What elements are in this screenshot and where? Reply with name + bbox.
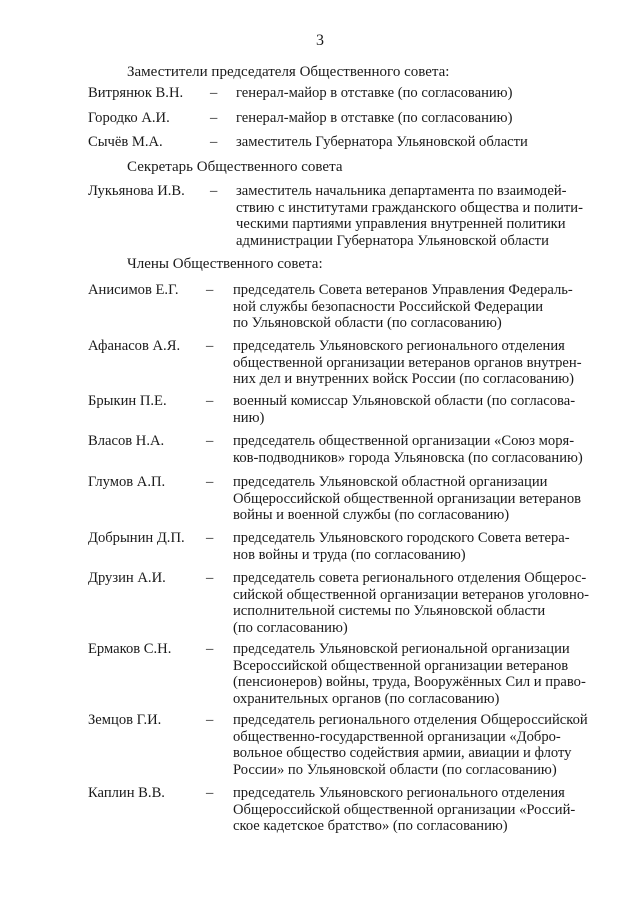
member-description: председатель Ульяновской областной организации Общероссийской общественной организации ветеранов войны и военной службы (по согласованию) bbox=[233, 474, 582, 524]
member-description: председатель совета регионального отделения Общерос- сийской общественной организации ветеранов уголовно- исполнительной системы по Ульяновской области (по согласованию) bbox=[233, 570, 590, 636]
member-name: Власов Н.А. bbox=[88, 433, 165, 449]
dash-separator: – bbox=[210, 134, 218, 150]
dash-separator: – bbox=[206, 393, 214, 409]
member-name: Добрынин Д.П. bbox=[88, 530, 185, 546]
member-name: Каплин В.В. bbox=[88, 785, 165, 801]
deputy-row bbox=[88, 85, 600, 103]
member-description: председатель общественной организации «Союз моря- ков-подводников» города Ульяновска (по согласованию) bbox=[233, 433, 583, 466]
member-row bbox=[88, 474, 600, 525]
member-description: председатель Ульяновского городского Совета ветера- нов войны и труда (по согласованию) bbox=[233, 530, 570, 563]
member-description: заместитель начальника департамента по взаимодей- ствию с институтами гражданского общества и полити- ческими партиями управления внутренней политики администрации Губернатора Ульяновской области bbox=[236, 183, 583, 249]
member-description: генерал-майор в отставке (по согласованию) bbox=[236, 110, 513, 126]
secretary-row bbox=[88, 183, 600, 251]
member-name: Земцов Г.И. bbox=[88, 712, 162, 728]
member-row bbox=[88, 712, 600, 779]
member-description: военный комиссар Ульяновской области (по согласова- нию) bbox=[233, 393, 576, 426]
member-name: Друзин А.И. bbox=[88, 570, 166, 586]
member-description: заместитель Губернатора Ульяновской области bbox=[236, 134, 528, 150]
dash-separator: – bbox=[206, 530, 214, 546]
member-name: Городко А.И. bbox=[88, 110, 170, 126]
council-members-heading: Члены Общественного совета: bbox=[127, 256, 323, 272]
member-name: Лукьянова И.В. bbox=[88, 183, 185, 199]
secretary-heading: Секретарь Общественного совета bbox=[127, 159, 343, 175]
member-name: Глумов А.П. bbox=[88, 474, 166, 490]
member-description: председатель Ульяновского регионального отделения общественной организации ветеранов органов внутрен- них дел и внутренних войск России (по согласованию) bbox=[233, 338, 582, 388]
dash-separator: – bbox=[210, 85, 218, 101]
dash-separator: – bbox=[206, 282, 214, 298]
deputies-heading: Заместители председателя Общественного совета: bbox=[127, 64, 450, 80]
member-name: Ермаков С.Н. bbox=[88, 641, 172, 657]
member-description: генерал-майор в отставке (по согласованию) bbox=[236, 85, 513, 101]
member-name: Анисимов Е.Г. bbox=[88, 282, 179, 298]
member-row bbox=[88, 641, 600, 708]
dash-separator: – bbox=[206, 785, 214, 801]
dash-separator: – bbox=[210, 110, 218, 126]
member-row bbox=[88, 570, 600, 637]
dash-separator: – bbox=[206, 474, 214, 490]
dash-separator: – bbox=[206, 712, 214, 728]
member-row bbox=[88, 338, 600, 389]
member-row bbox=[88, 282, 600, 333]
member-description: председатель Совета ветеранов Управления Федераль- ной службы безопасности Российской Федерации по Ульяновской области (по согласованию) bbox=[233, 282, 573, 332]
member-name: Афанасов А.Я. bbox=[88, 338, 181, 354]
member-row bbox=[88, 393, 600, 427]
member-name: Брыкин П.Е. bbox=[88, 393, 167, 409]
page-number: 3 bbox=[316, 32, 324, 49]
member-description: председатель Ульяновской региональной организации Всероссийской общественной организации ветеранов (пенсионеров) войны, труда, Вооружённых Сил и право- охранительных органов (по согласованию) bbox=[233, 641, 586, 707]
member-description: председатель регионального отделения Общероссийской общественно-государственной организации «Добро- вольное общество содействия армии, авиации и флоту России» по Ульяновской области (по согласованию) bbox=[233, 712, 588, 778]
dash-separator: – bbox=[206, 570, 214, 586]
member-name: Витрянюк В.Н. bbox=[88, 85, 184, 101]
dash-separator: – bbox=[206, 641, 214, 657]
deputy-row bbox=[88, 134, 600, 152]
dash-separator: – bbox=[206, 338, 214, 354]
member-description: председатель Ульяновского регионального отделения Общероссийской общественной организации «Россий- ское кадетское братство» (по согласованию) bbox=[233, 785, 576, 835]
member-name: Сычёв М.А. bbox=[88, 134, 163, 150]
deputy-row bbox=[88, 110, 600, 128]
dash-separator: – bbox=[210, 183, 218, 199]
dash-separator: – bbox=[206, 433, 214, 449]
member-row bbox=[88, 530, 600, 564]
member-row bbox=[88, 785, 600, 836]
member-row bbox=[88, 433, 600, 467]
